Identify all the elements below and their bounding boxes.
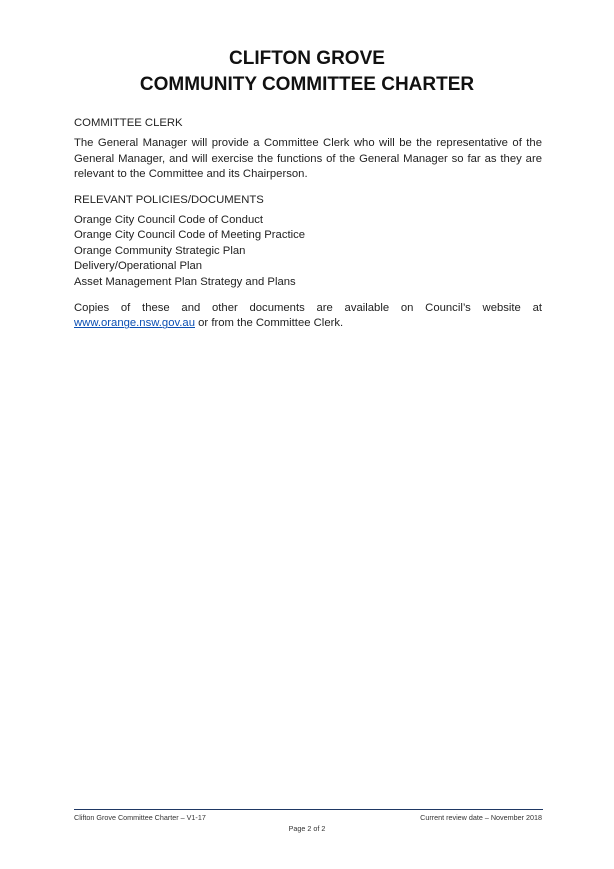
footer-review-date: Current review date – November 2018 <box>420 813 542 822</box>
council-website-link[interactable]: www.orange.nsw.gov.au <box>74 317 195 330</box>
policy-item: Delivery/Operational Plan <box>74 260 203 273</box>
relevant-policies-section <box>74 193 542 290</box>
relevant-policies-heading: RELEVANT POLICIES/DOCUMENTS <box>74 193 264 206</box>
policy-item: Asset Management Plan Strategy and Plans <box>74 275 296 288</box>
document-body <box>74 116 542 342</box>
policy-item: Orange City Council Code of Conduct <box>74 214 264 227</box>
copies-paragraph <box>74 301 542 332</box>
footer-page-number: Page 2 of 2 <box>288 824 326 833</box>
committee-clerk-heading: COMMITTEE CLERK <box>74 117 183 129</box>
committee-clerk-paragraph: The General Manager will provide a Committee Clerk who will be the representative of the General Manager, and will exercise the functions of the General Manager so far as they are relevant to the Committee and its Chairperson. <box>74 137 542 181</box>
document-title <box>0 46 614 98</box>
committee-clerk-section <box>74 116 542 183</box>
copies-text-after: or from the Committee Clerk. <box>195 317 344 330</box>
copies-text-before: Copies of these and other documents are available on Council’s website at <box>74 302 542 315</box>
footer-divider <box>74 809 543 810</box>
policy-item: Orange Community Strategic Plan <box>74 244 246 257</box>
policies-list <box>74 213 542 290</box>
title-line-2: COMMUNITY COMMITTEE CHARTER <box>139 74 475 95</box>
policy-item: Orange City Council Code of Meeting Practice <box>74 229 306 242</box>
footer-document-name: Clifton Grove Committee Charter – V1-17 <box>74 813 206 822</box>
title-line-1: CLIFTON GROVE <box>229 48 385 69</box>
